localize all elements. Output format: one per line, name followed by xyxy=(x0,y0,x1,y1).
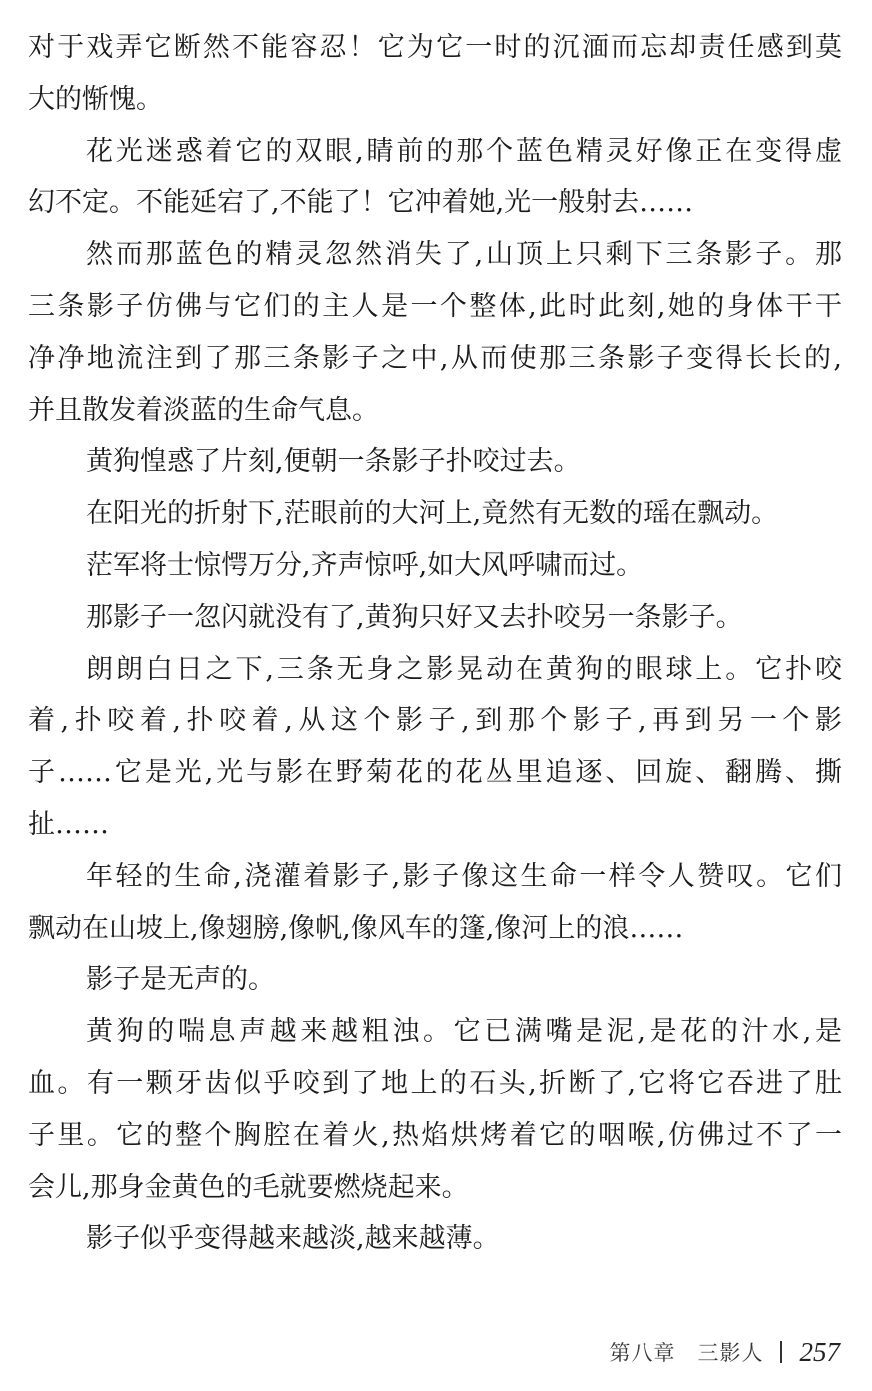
body-text xyxy=(28,22,842,1265)
text-line: 那影子一忽闪就没有了,黄狗只好又去扑咬另一条影子。 xyxy=(86,601,743,633)
paragraph xyxy=(28,540,842,592)
paragraph xyxy=(28,851,842,955)
paragraph xyxy=(28,126,842,230)
text-line: 黄狗惶惑了片刻,便朝一条影子扑咬过去。 xyxy=(86,446,581,478)
running-header-chapter: 第八章 三影人 xyxy=(609,1341,764,1365)
page-number: 257 xyxy=(799,1336,840,1367)
text-line: 然而那蓝色的精灵忽然消失了,山顶上只剩下三条影子。那 xyxy=(86,239,842,271)
paragraph xyxy=(28,229,842,436)
text-line: 在阳光的折射下,茫眼前的大河上,竟然有无数的瑶在飘动。 xyxy=(86,498,779,530)
text-line: 影子似乎变得越来越淡,越来越薄。 xyxy=(86,1223,500,1255)
text-line: 年轻的生命,浇灌着影子,影子像这生命一样令人赞叹。它们 xyxy=(86,860,842,892)
text-line: 黄狗的喘息声越来越粗浊。它已满嘴是泥,是花的汁水,是 xyxy=(86,1016,842,1048)
footer-divider xyxy=(780,1341,782,1363)
paragraph xyxy=(28,436,842,488)
text-line: 影子是无声的。 xyxy=(86,964,275,996)
paragraph xyxy=(28,22,842,126)
paragraph xyxy=(28,1213,842,1265)
paragraph xyxy=(28,954,842,1006)
paragraph xyxy=(28,592,842,644)
text-line: 净净地流注到了那三条影子之中,从而使那三条影子变得长长的, xyxy=(28,342,842,374)
page-footer xyxy=(610,1334,841,1370)
text-line: 茫军将士惊愕万分,齐声惊呼,如大风呼啸而过。 xyxy=(86,549,644,581)
text-line: 子……它是光,光与影在野菊花的花丛里追逐、回旋、翻腾、撕 xyxy=(28,757,842,789)
text-line: 飘动在山坡上,像翅膀,像帆,像风车的篷,像河上的浪…… xyxy=(28,912,684,944)
text-line: 扯…… xyxy=(28,808,109,840)
paragraph xyxy=(28,1006,842,1213)
text-line: 并且散发着淡蓝的生命气息。 xyxy=(28,394,379,426)
text-line: 子里。它的整个胸腔在着火,热焰烘烤着它的咽喉,仿佛过不了一 xyxy=(28,1119,842,1151)
text-line: 朗朗白日之下,三条无身之影晃动在黄狗的眼球上。它扑咬 xyxy=(86,653,842,685)
text-line: 三条影子仿佛与它们的主人是一个整体,此时此刻,她的身体干干 xyxy=(28,290,842,322)
text-line: 会儿,那身金黄色的毛就要燃烧起来。 xyxy=(28,1171,469,1203)
text-line: 大的惭愧。 xyxy=(28,83,163,115)
text-line: 幻不定。不能延宕了,不能了！它冲着她,光一般射去…… xyxy=(28,187,694,219)
paragraph xyxy=(28,488,842,540)
text-line: 血。有一颗牙齿似乎咬到了地上的石头,折断了,它将它吞进了肚 xyxy=(28,1067,842,1099)
text-line: 着,扑咬着,扑咬着,从这个影子,到那个影子,再到另一个影 xyxy=(28,705,842,737)
paragraph xyxy=(28,644,842,851)
text-line: 花光迷惑着它的双眼,睛前的那个蓝色精灵好像正在变得虚 xyxy=(86,135,842,167)
text-line: 对于戏弄它断然不能容忍！它为它一时的沉湎而忘却责任感到莫 xyxy=(28,32,842,63)
